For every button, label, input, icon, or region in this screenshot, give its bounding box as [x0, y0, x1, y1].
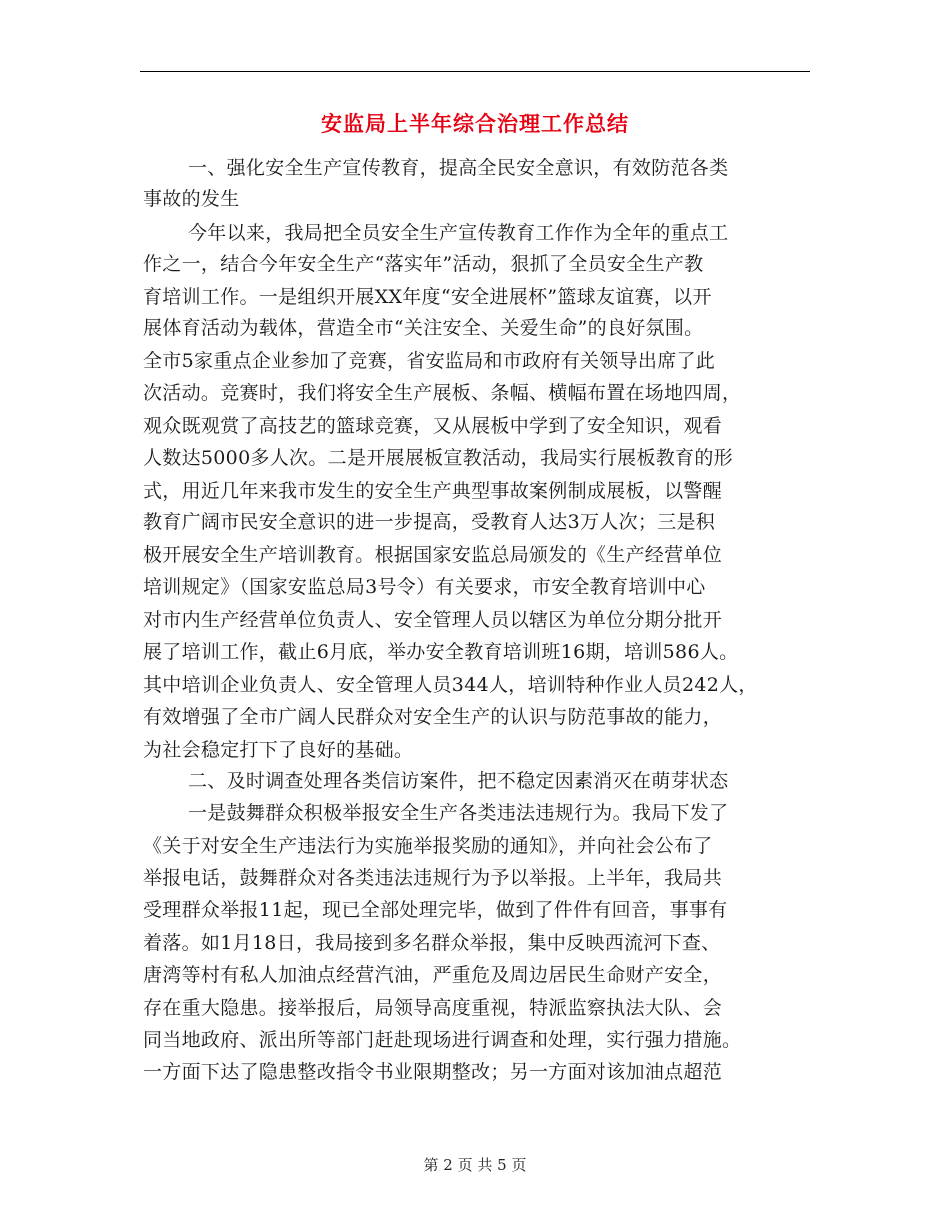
paragraph-line: 培训规定》（国家安监总局3号令）有关要求，市安全教育培训中心: [143, 576, 706, 598]
paragraph-line: 为社会稳定打下了良好的基础。: [143, 739, 414, 761]
paragraph-line: 次活动。竞赛时，我们将安全生产展板、条幅、横幅布置在场地四周，: [143, 382, 742, 404]
paragraph-line: 育培训工作。一是组织开展XX年度“安全进展杯”篮球友谊赛，以开: [143, 286, 712, 308]
paragraph-line: 极开展安全生产培训教育。根据国家安监总局颁发的《生产经营单位: [143, 544, 723, 566]
paragraph-line: 作之一，结合今年安全生产“落实年”活动，狠抓了全员安全生产教: [143, 253, 704, 275]
section-heading-2: 二、及时调查处理各类信访案件，把不稳定因素消灭在萌芽状态: [188, 770, 729, 792]
paragraph-line: 有效增强了全市广阔人民群众对安全生产的认识与防范事故的能力，: [143, 706, 723, 728]
paragraph-line: 一是鼓舞群众积极举报安全生产各类违法违规行为。我局下发了: [188, 802, 729, 824]
paragraph-line: 展了培训工作，截止6月底，举办安全教育培训班16期，培训586人。: [143, 641, 739, 663]
section-heading-1-cont: 事故的发生: [143, 188, 240, 210]
page-number: 第 2 页 共 5 页: [423, 1156, 527, 1174]
paragraph-line: 同当地政府、派出所等部门赶赴现场进行调查和处理，实行强力措施。: [143, 1029, 742, 1051]
header-rule: [140, 71, 810, 72]
paragraph-line: 教育广阔市民安全意识的进一步提高，受教育人达3万人次；三是积: [143, 511, 716, 533]
paragraph-line: 式，用近几年来我市发生的安全生产典型事故案例制成展板，以警醒: [143, 480, 723, 502]
document-title: 安监局上半年综合治理工作总结: [321, 111, 629, 136]
paragraph-line: 展体育活动为载体，营造全市“关注安全、关爱生命”的良好氛围。: [143, 317, 704, 339]
paragraph-line: 其中培训企业负责人、安全管理人员344人，培训特种作业人员242人，: [143, 674, 758, 696]
paragraph-line: 观众既观赏了高技艺的篮球竞赛，又从展板中学到了安全知识，观看: [143, 415, 723, 437]
paragraph-line: 着落。如1月18日，我局接到多名群众举报，集中反映西流河下查、: [143, 932, 721, 954]
paragraph-line: 一方面下达了隐患整改指令书业限期整改；另一方面对该加油点超范: [143, 1061, 723, 1083]
paragraph-line: 唐湾等村有私人加油点经营汽油，严重危及周边居民生命财产安全，: [143, 964, 723, 986]
paragraph-line: 全市5家重点企业参加了竞赛，省安监局和市政府有关领导出席了此: [143, 350, 716, 372]
paragraph-line: 今年以来，我局把全员安全生产宣传教育工作作为全年的重点工: [188, 222, 729, 244]
section-heading-1: 一、强化安全生产宣传教育，提高全民安全意识，有效防范各类: [188, 157, 729, 179]
paragraph-line: 受理群众举报11起，现已全部处理完毕，做到了件件有回音，事事有: [143, 899, 728, 921]
paragraph-line: 人数达5000多人次。二是开展展板宣教活动，我局实行展板教育的形: [143, 447, 733, 469]
paragraph-line: 《关于对安全生产违法行为实施举报奖励的通知》，并向社会公布了: [143, 835, 713, 857]
paragraph-line: 存在重大隐患。接举报后，局领导高度重视，特派监察执法大队、会: [143, 997, 723, 1019]
paragraph-line: 对市内生产经营单位负责人、安全管理人员以辖区为单位分期分批开: [143, 609, 723, 631]
paragraph-line: 举报电话，鼓舞群众对各类违法违规行为予以举报。上半年，我局共: [143, 867, 723, 889]
